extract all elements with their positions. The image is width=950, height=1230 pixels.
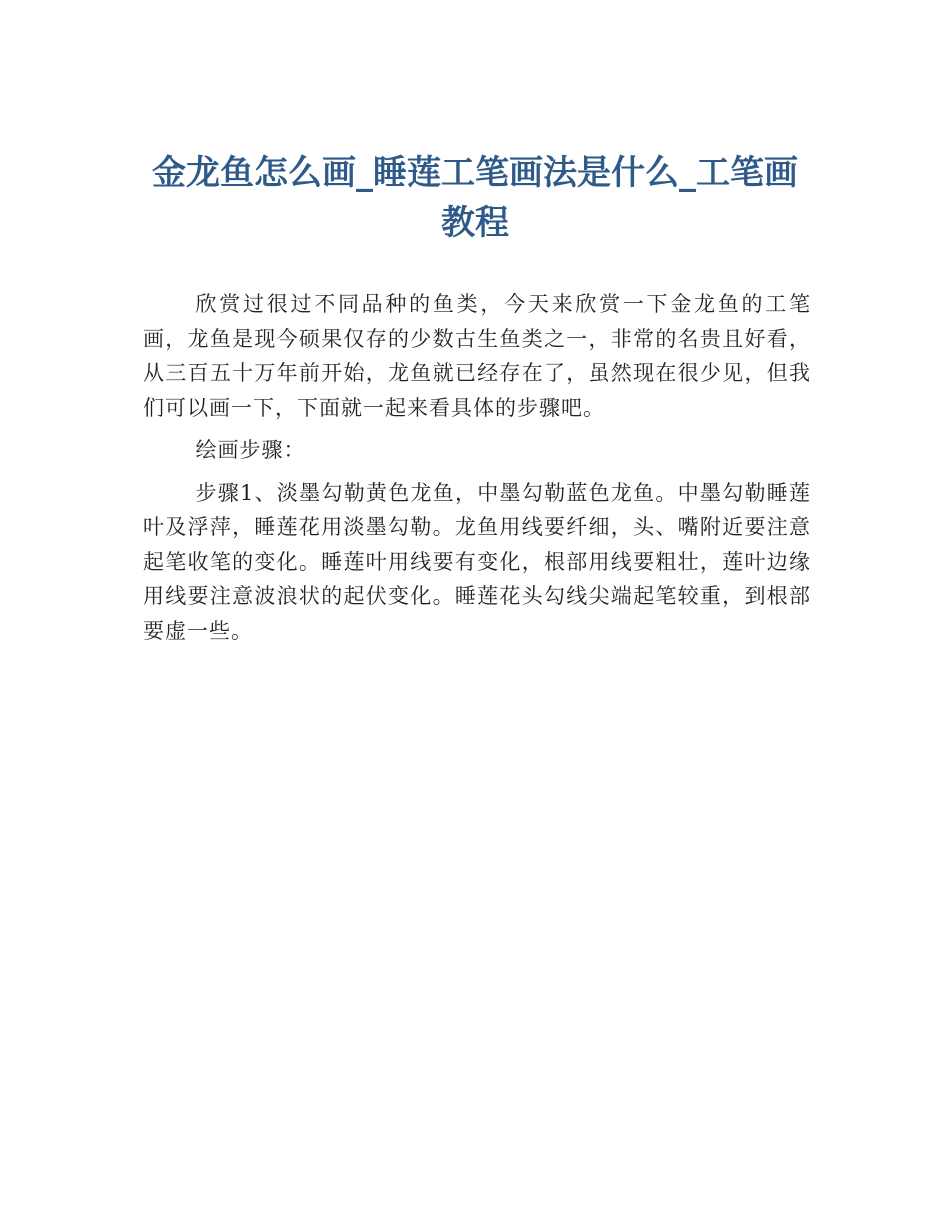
step-1-paragraph: 步骤1、淡墨勾勒黄色龙鱼，中墨勾勒蓝色龙鱼。中墨勾勒睡莲叶及浮萍，睡莲花用淡墨勾勒。龙鱼用线要纤细，头、嘴附近要注意起笔收笔的变化。睡莲叶用线要有变化，根部用线要粗壮，莲叶边缘用线要注意波浪状的起伏变化。睡莲花头勾线尖端起笔较重，到根部要虚一些。	[143, 480, 811, 643]
steps-heading: 绘画步骤：	[195, 438, 306, 462]
document-body	[143, 287, 811, 656]
intro-paragraph: 欣赏过很过不同品种的鱼类，今天来欣赏一下金龙鱼的工笔画，龙鱼是现今硕果仅存的少数古生鱼类之一，非常的名贵且好看，从三百五十万年前开始，龙鱼就已经存在了，虽然现在很少见，但我们可以画一下，下面就一起来看具体的步骤吧。	[143, 292, 811, 420]
document-title: 金龙鱼怎么画_睡莲工笔画法是什么_工笔画教程	[152, 153, 798, 243]
